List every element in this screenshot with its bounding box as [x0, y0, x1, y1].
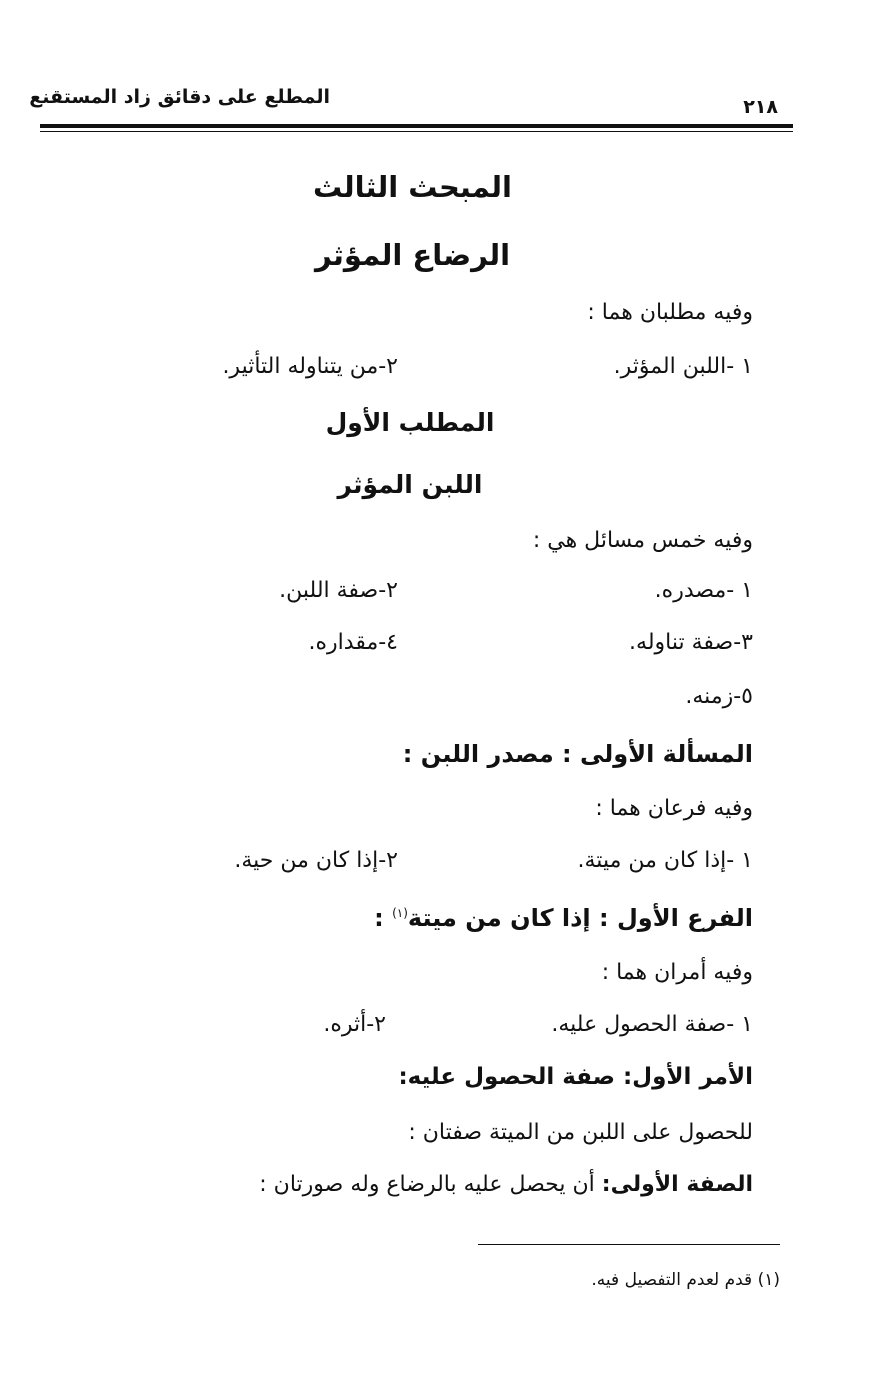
footnote-rule — [478, 1244, 780, 1245]
amr1-text2-line — [259, 1172, 753, 1197]
far1-heading-tail: : — [374, 904, 393, 932]
mas1-item-2: ٢-إذا كان من حية. — [234, 848, 398, 873]
matlab1-item-3: ٣-صفة تناوله. — [629, 630, 753, 655]
matlab1-subheading: اللبن المؤثر — [337, 470, 483, 499]
section-item-1: ١ -اللبن المؤثر. — [613, 354, 753, 379]
mas1-intro: وفيه فرعان هما : — [595, 796, 753, 821]
amr1-text2: أن يحصل عليه بالرضاع وله صورتان : — [259, 1172, 602, 1197]
mas1-heading: المسألة الأولى : مصدر اللبن : — [402, 740, 753, 768]
footnote-text: (١) قدم لعدم التفصيل فيه. — [591, 1270, 780, 1290]
matlab1-item-2: ٢-صفة اللبن. — [279, 578, 398, 603]
matlab1-item-5: ٥-زمنه. — [685, 684, 753, 709]
section-intro: وفيه مطلبان هما : — [587, 300, 753, 325]
amr1-heading: الأمر الأول: صفة الحصول عليه: — [398, 1064, 753, 1090]
section-item-2: ٢-من يتناوله التأثير. — [222, 354, 398, 379]
far1-intro: وفيه أمران هما : — [601, 960, 753, 985]
section-heading: المبحث الثالث — [313, 170, 512, 204]
far1-heading: الفرع الأول : إذا كان من ميتة — [407, 904, 753, 932]
footnote-ref[interactable]: (١) — [392, 906, 408, 920]
matlab1-item-4: ٤-مقداره. — [308, 630, 398, 655]
far1-item-1: ١ -صفة الحصول عليه. — [551, 1012, 753, 1037]
page-number: ٢١٨ — [743, 96, 778, 118]
matlab1-intro: وفيه خمس مسائل هي : — [532, 528, 753, 553]
amr1-label: الصفة الأولى: — [601, 1172, 753, 1197]
matlab1-heading: المطلب الأول — [325, 408, 495, 437]
header-rule-thick — [40, 124, 793, 128]
mas1-item-1: ١ -إذا كان من ميتة. — [577, 848, 753, 873]
matlab1-item-1: ١ -مصدره. — [654, 578, 753, 603]
far1-heading-line — [374, 904, 753, 932]
amr1-text1: للحصول على اللبن من الميتة صفتان : — [408, 1120, 753, 1145]
section-subheading: الرضاع المؤثر — [314, 238, 511, 272]
far1-item-2: ٢-أثره. — [323, 1012, 386, 1037]
running-title: المطلع على دقائق زاد المستقنع — [29, 86, 330, 108]
header-rule-thin — [40, 131, 793, 132]
